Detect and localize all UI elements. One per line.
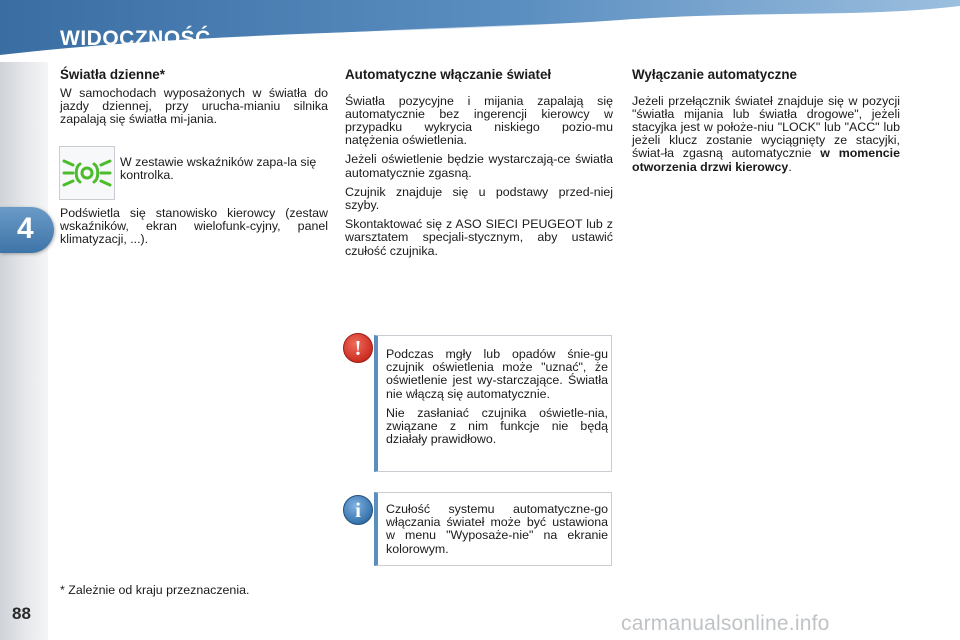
paragraph (632, 95, 900, 174)
emphasis-text: w momencie otworzenia drzwi kierowcy (632, 146, 900, 174)
page-number: 88 (12, 604, 31, 623)
info-box (374, 492, 612, 566)
warning-box (374, 335, 612, 472)
paragraph: Skontaktować się z ASO SIECI PEUGEOT lub z warsztatem specjali-stycznym, aby ustawić czułość czujnika. (345, 217, 613, 258)
paragraph: Czułość systemu automatyczne-go włączania świateł może być ustawiona w menu "Wyposaże-nie" na ekranie kolorowym. (386, 502, 608, 556)
watermark: carmanualsonline.info (621, 612, 830, 635)
page-title: WIDOCZNOŚĆ (60, 27, 211, 50)
paragraph: Nie zasłaniać czujnika oświetle-nia, związane z nim funkcje nie będą działały prawidłowo. (386, 405, 608, 447)
chapter-tab (0, 207, 54, 253)
indicator-lamp-text: W zestawie wskaźników zapa-la się kontrolka. (120, 155, 317, 183)
chapter-sidebar (0, 62, 48, 640)
section-heading: Wyłączanie automatyczne (632, 67, 797, 82)
column-automatic-lights (345, 68, 613, 264)
info-glyph: i (355, 498, 361, 522)
warning-glyph: ! (354, 336, 362, 360)
chapter-number: 4 (17, 212, 34, 245)
paragraph: Światła pozycyjne i mijania zapalają się automatycznie bez ingerencji kierowcy w przypadku wykrycia niskiego pozio-mu natężenia oświetlenia. (345, 93, 613, 148)
paragraph-end: . (788, 159, 792, 174)
section-heading: Światła dzienne* (60, 67, 165, 82)
column-automatic-off (632, 68, 900, 180)
column-daytime-lights-body (60, 207, 328, 253)
warning-exclamation-icon (343, 333, 373, 363)
paragraph: Podświetla się stanowisko kierowcy (zestaw wskaźników, ekran wielofunk-cyjny, panel klimatyzacji, ...). (60, 206, 328, 247)
info-text (386, 503, 608, 562)
page-header (0, 0, 960, 62)
paragraph: W samochodach wyposażonych w światła do jazdy dziennej, przy urucha-mianiu silnika zapalają się światła mi-jania. (60, 85, 328, 126)
footnote: * Zależnie od kraju przeznaczenia. (60, 583, 250, 597)
warning-text (386, 348, 608, 452)
paragraph: Jeżeli oświetlenie będzie wystarczają-ce światła automatycznie zgasną. (345, 152, 613, 180)
column-daytime-lights (60, 68, 328, 132)
info-icon (343, 495, 373, 525)
paragraph-text: Jeżeli przełącznik świateł znajduje się w pozycji "światła mijania lub światła drogowe", jeżeli stacyjka jest w położe-niu "LOCK" lub "ACC" lub jeżeli klucz zostanie wyciągnięty ze stacyjki, świat-ła zgasną automatycznie (632, 93, 900, 161)
paragraph: Czujnik znajduje się u podstawy przed-niej szyby. (345, 184, 613, 212)
paragraph: Podczas mgły lub opadów śnie-gu czujnik oświetlenia może "uznać", że oświetlenie jest wy-starczające. Światła nie włączą się automatycznie. (386, 347, 608, 401)
daytime-running-lamp-icon (59, 146, 115, 200)
section-heading: Automatyczne włączanie świateł (345, 67, 552, 82)
